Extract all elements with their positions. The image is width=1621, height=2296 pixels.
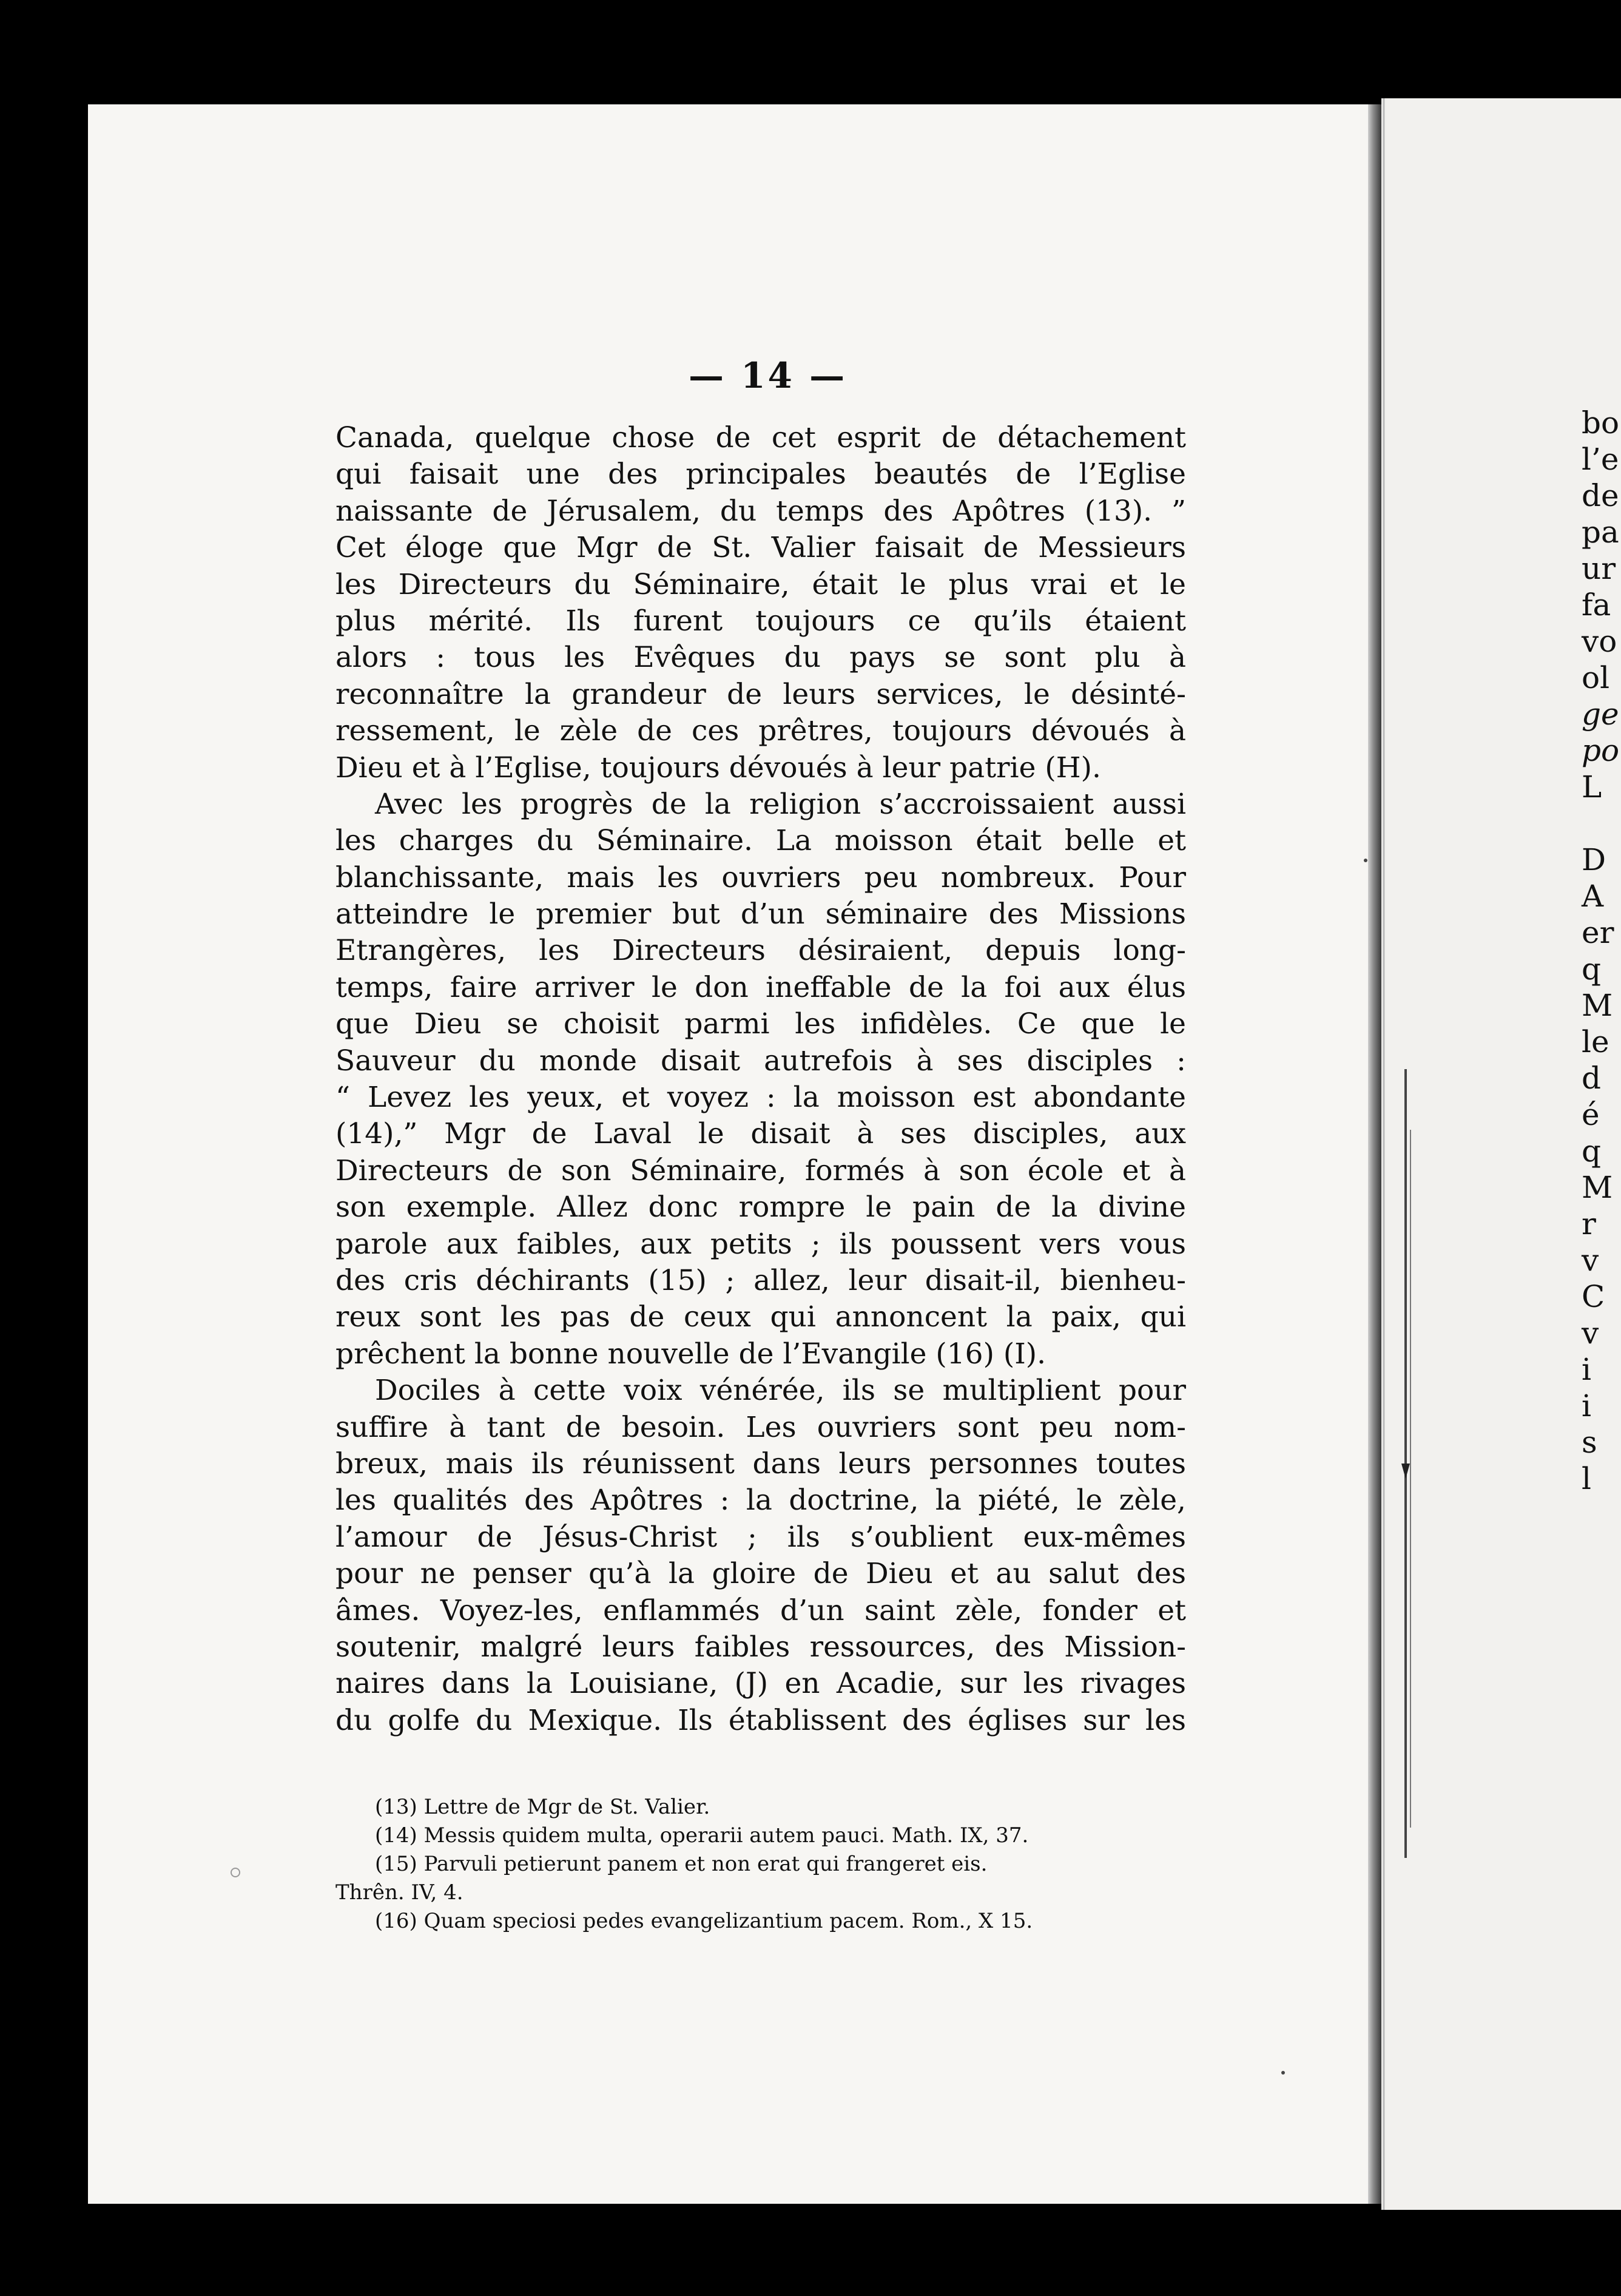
text-line: “ Levez les yeux, et voyez : la moisson est abondante <box>335 1081 1186 1115</box>
paper-speck <box>231 1868 240 1877</box>
right-page-fragment: é <box>1582 1097 1600 1132</box>
right-page-fragment: l <box>1582 1461 1591 1496</box>
text-line: ressement, le zèle de ces prêtres, toujours dévoués à <box>335 714 1186 748</box>
right-page-fragment: ur <box>1582 551 1616 586</box>
text-line: du golfe du Mexique. Ils établissent des églises sur les <box>335 1703 1186 1737</box>
text-line: pour ne penser qu’à la gloire de Dieu et au salut des <box>335 1557 1186 1591</box>
footnotes <box>335 1793 1186 1936</box>
text-line: Directeurs de son Séminaire, formés à son école et à <box>335 1153 1186 1187</box>
right-page-fragment: r <box>1582 1206 1596 1241</box>
text-line: parole aux faibles, aux petits ; ils poussent vers vous <box>335 1227 1186 1261</box>
text-line: reux sont les pas de ceux qui annoncent la paix, qui <box>335 1300 1186 1334</box>
right-page-fragment: bo <box>1582 405 1620 441</box>
right-page-edge <box>1381 98 1621 2210</box>
text-line: prêchent la bonne nouvelle de l’Evangile (16) (I). <box>335 1337 1046 1371</box>
text-line: qui faisait une des principales beautés de l’Eglise <box>335 458 1186 491</box>
footnote: Thrên. IV, 4. <box>335 1880 463 1905</box>
right-page-fragment: ol <box>1582 660 1610 695</box>
text-line: reconnaître la grandeur de leurs services, le désinté- <box>335 677 1186 711</box>
paper-mark <box>1281 2071 1285 2075</box>
right-page-fragment: v <box>1582 1315 1599 1351</box>
text-line: Cet éloge que Mgr de St. Valier faisait de Messieurs <box>335 531 1186 565</box>
text-line: son exemple. Allez donc rompre le pain de la divine <box>335 1190 1186 1224</box>
text-line: Canada, quelque chose de cet esprit de détachement <box>335 421 1186 454</box>
text-line: Dociles à cette voix vénérée, ils se multiplient pour <box>375 1374 1186 1408</box>
text-line: les Directeurs du Séminaire, était le plus vrai et le <box>335 567 1186 601</box>
book-gutter <box>1368 104 1381 2204</box>
right-page-fragment: fa <box>1582 587 1611 623</box>
text-line: (14),” Mgr de Laval le disait à ses disciples, aux <box>335 1117 1186 1151</box>
right-page-fragment: pa <box>1582 515 1619 550</box>
right-page-fragment: D <box>1582 842 1606 877</box>
text-line: naires dans la Louisiane, (J) en Acadie, sur les rivages <box>335 1667 1186 1701</box>
text-line: les qualités des Apôtres : la doctrine, la piété, le zèle, <box>335 1484 1186 1518</box>
paper-mark <box>1364 859 1367 862</box>
text-line: alors : tous les Evêques du pays se sont plu à <box>335 641 1186 675</box>
text-line: âmes. Voyez-les, enflammés d’un saint zèle, fonder et <box>335 1593 1186 1627</box>
right-page-fragment: q <box>1582 951 1602 987</box>
text-line: Etrangères, les Directeurs désiraient, depuis long- <box>335 934 1186 968</box>
footnote: (16) Quam speciosi pedes evangelizantium pacem. Rom., X 15. <box>375 1909 1033 1933</box>
right-page-fragment: i <box>1582 1352 1591 1387</box>
page-number: — 14 — <box>689 355 848 396</box>
right-page-fragment: M <box>1582 1170 1613 1205</box>
right-page-fragment: vo <box>1582 624 1617 659</box>
text-line: soutenir, malgré leurs faibles ressources, des Mission- <box>335 1630 1186 1664</box>
text-line: les charges du Séminaire. La moisson était belle et <box>335 824 1186 858</box>
footnote: (14) Messis quidem multa, operarii autem pauci. Math. IX, 37. <box>375 1823 1029 1848</box>
body-text <box>335 420 1186 1739</box>
right-page-fragment: er <box>1582 915 1614 950</box>
text-line: blanchissante, mais les ouvriers peu nombreux. Pour <box>335 860 1186 894</box>
right-page-fragment: q <box>1582 1133 1602 1169</box>
right-page-fragment: l’e <box>1582 442 1619 477</box>
right-page-fragment: M <box>1582 988 1613 1023</box>
text-line: l’amour de Jésus-Christ ; ils s’oublient eux-mêmes <box>335 1520 1186 1554</box>
right-page-fragment: s <box>1582 1425 1597 1460</box>
right-page-fragment: d <box>1582 1061 1602 1096</box>
right-page-fragment: de <box>1582 478 1619 513</box>
text-line: naissante de Jérusalem, du temps des Apôtres (13). ” <box>335 494 1186 528</box>
text-line: Dieu et à l’Eglise, toujours dévoués à leur patrie (H). <box>335 751 1101 785</box>
right-page-fragment: v <box>1582 1243 1599 1278</box>
right-page-fragment: le <box>1582 1024 1609 1059</box>
right-page-fragment: i <box>1582 1388 1591 1423</box>
text-line: Sauveur du monde disait autrefois à ses disciples : <box>335 1044 1186 1078</box>
text-line: Avec les progrès de la religion s’accroissaient aussi <box>375 787 1186 821</box>
right-page-fragment: ge <box>1582 697 1619 732</box>
right-page-fragment: C <box>1582 1279 1605 1314</box>
footnote: (15) Parvuli petierunt panem et non erat qui frangeret eis. <box>375 1852 988 1876</box>
right-page-fragment: L <box>1582 769 1602 805</box>
text-line: que Dieu se choisit parmi les infidèles. Ce que le <box>335 1007 1186 1041</box>
right-page-fragment: po <box>1582 733 1620 768</box>
text-line: atteindre le premier but d’un séminaire des Missions <box>335 897 1186 931</box>
right-page-fragment: A <box>1582 879 1604 914</box>
text-line: des cris déchirants (15) ; allez, leur disait-il, bienheu- <box>335 1263 1186 1297</box>
footnote: (13) Lettre de Mgr de St. Valier. <box>375 1795 710 1819</box>
text-line: breux, mais ils réunissent dans leurs personnes toutes <box>335 1447 1186 1481</box>
text-line: plus mérité. Ils furent toujours ce qu’ils étaient <box>335 604 1186 638</box>
text-line: temps, faire arriver le don ineffable de la foi aux élus <box>335 970 1186 1004</box>
text-line: suffire à tant de besoin. Les ouvriers sont peu nom- <box>335 1410 1186 1444</box>
